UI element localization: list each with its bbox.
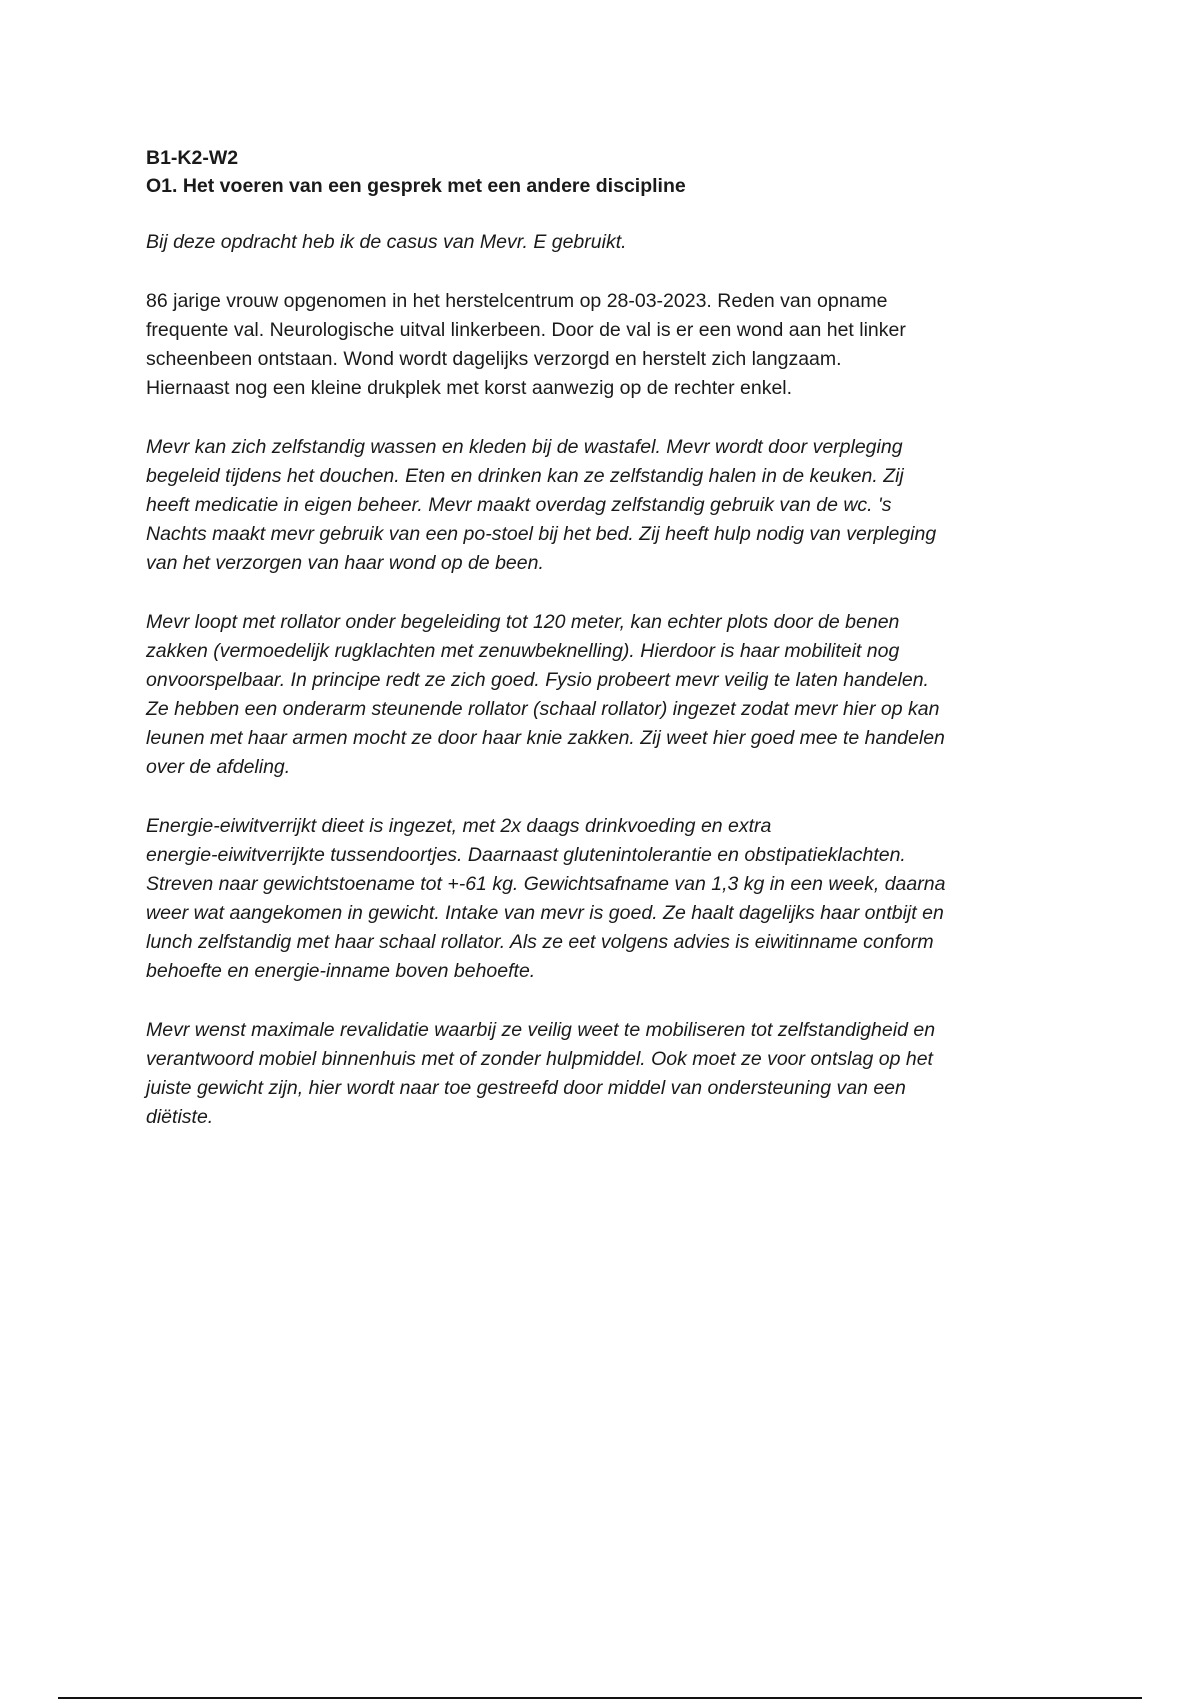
paragraph-line: heeft medicatie in eigen beheer. Mevr maakt overdag zelfstandig gebruik van de wc. 's [146,494,892,516]
spacer [146,782,1066,812]
paragraph-line: energie-eiwitverrijkte tussendoortjes. Daarnaast glutenintolerantie en obstipatieklachten. [146,844,906,866]
document-code: B1-K2-W2 [146,147,239,169]
patient-summary-paragraph [146,287,1066,403]
paragraph-line: over de afdeling. [146,756,291,778]
paragraph-line: diëtiste. [146,1106,214,1128]
paragraph-line: Mevr loopt met rollator onder begeleiding tot 120 meter, kan echter plots door de benen [146,611,900,633]
paragraph-line: Mevr wenst maximale revalidatie waarbij ze veilig weet te mobiliseren tot zelfstandigheid en [146,1019,936,1041]
paragraph-line: zakken (vermoedelijk rugklachten met zenuwbeknelling). Hierdoor is haar mobiliteit nog [146,640,900,662]
nutrition-paragraph [146,812,1066,986]
self-care-paragraph [146,433,1066,578]
mobility-paragraph [146,608,1066,782]
paragraph-line: lunch zelfstandig met haar schaal rollator. Als ze eet volgens advies is eiwitinname conform [146,931,934,953]
spacer [146,403,1066,433]
paragraph-line: Nachts maakt mevr gebruik van een po-stoel bij het bed. Zij heeft hulp nodig van verpleging [146,523,937,545]
paragraph-line: leunen met haar armen mocht ze door haar knie zakken. Zij weet hier goed mee te handelen [146,727,945,749]
paragraph-line: verantwoord mobiel binnenhuis met of zonder hulpmiddel. Ook moet ze voor ontslag op het [146,1048,933,1070]
paragraph-line: juiste gewicht zijn, hier wordt naar toe gestreefd door middel van ondersteuning van een [146,1077,906,1099]
paragraph-line: 86 jarige vrouw opgenomen in het herstelcentrum op 28-03-2023. Reden van opname [146,290,888,312]
spacer [146,986,1066,1016]
paragraph-line: Mevr kan zich zelfstandig wassen en kleden bij de wastafel. Mevr wordt door verpleging [146,436,903,458]
paragraph-line: behoefte en energie-inname boven behoefte. [146,960,536,982]
paragraph-line: Hiernaast nog een kleine drukplek met korst aanwezig op de rechter enkel. [146,377,793,399]
paragraph-line: onvoorspelbaar. In principe redt ze zich goed. Fysio probeert mevr veilig te laten handelen. [146,669,929,691]
page-bottom-divider [58,1697,1142,1699]
paragraph-line: Ze hebben een onderarm steunende rollator (schaal rollator) ingezet zodat mevr hier op kan [146,698,940,720]
paragraph-line: frequente val. Neurologische uitval linkerbeen. Door de val is er een wond aan het linker [146,319,906,341]
goals-paragraph [146,1016,1066,1132]
paragraph-line: Streven naar gewichtstoename tot +-61 kg. Gewichtsafname van 1,3 kg in een week, daarna [146,873,946,895]
paragraph-line: Energie-eiwitverrijkt dieet is ingezet, met 2x daags drinkvoeding en extra [146,815,772,837]
document-title: O1. Het voeren van een gesprek met een andere discipline [146,175,686,197]
paragraph-line: van het verzorgen van haar wond op de been. [146,552,544,574]
spacer [146,200,1066,228]
paragraph-line: scheenbeen ontstaan. Wond wordt dagelijks verzorgd en herstelt zich langzaam. [146,348,842,370]
paragraph-line: begeleid tijdens het douchen. Eten en drinken kan ze zelfstandig halen in de keuken. Zij [146,465,904,487]
spacer [146,257,1066,287]
paragraph-line: Bij deze opdracht heb ik de casus van Mevr. E gebruikt. [146,231,627,253]
document-page [146,144,1066,1132]
spacer [146,578,1066,608]
paragraph-line: weer wat aangekomen in gewicht. Intake van mevr is goed. Ze haalt dagelijks haar ontbijt en [146,902,944,924]
intro-paragraph [146,228,1066,257]
